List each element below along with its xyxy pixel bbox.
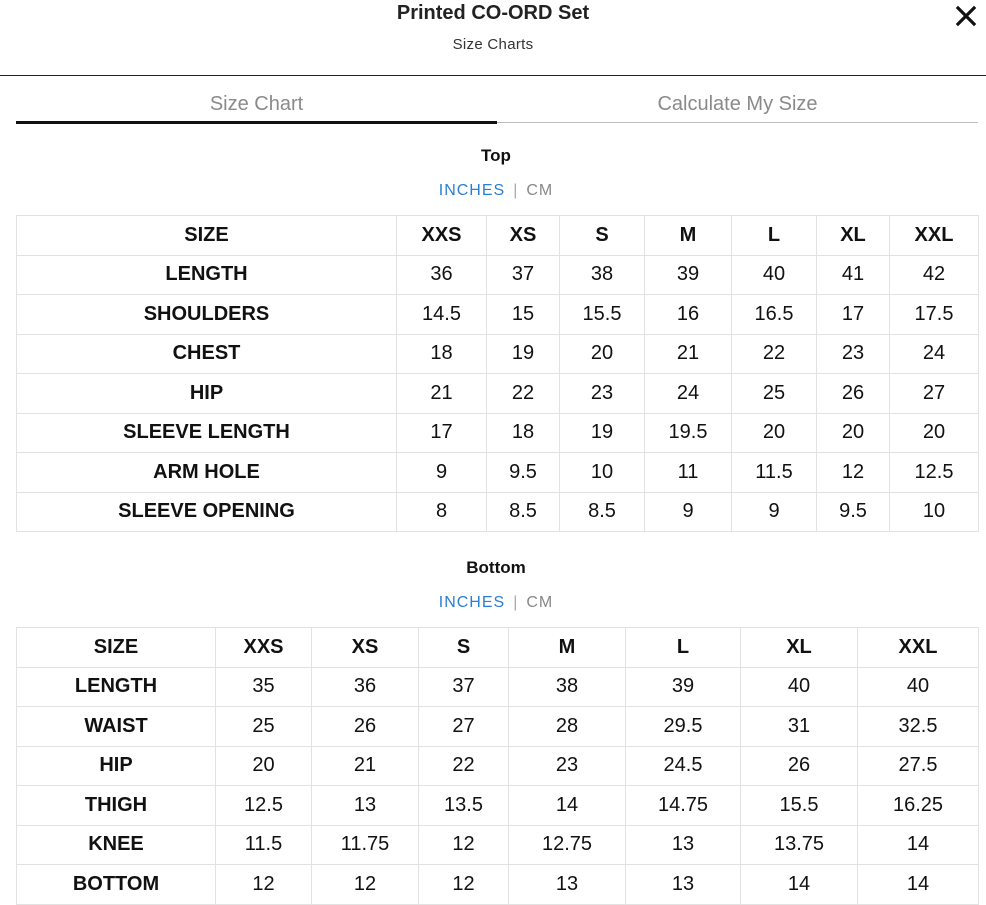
table-header-row: [17, 628, 979, 668]
measurement-value: 26: [817, 374, 890, 414]
measurement-value: 18: [487, 413, 560, 453]
measurement-label: KNEE: [17, 825, 216, 865]
measurement-value: 19: [560, 413, 645, 453]
measurement-value: 17: [817, 295, 890, 335]
measurement-value: 16.25: [858, 786, 979, 826]
measurement-value: 13: [509, 865, 626, 905]
measurement-value: 29.5: [626, 707, 741, 747]
measurement-value: 9: [645, 492, 732, 532]
table-row: [17, 334, 979, 374]
measurement-label: SLEEVE LENGTH: [17, 413, 397, 453]
measurement-value: 17: [397, 413, 487, 453]
measurement-value: 26: [312, 707, 419, 747]
size-column-header: L: [732, 216, 817, 256]
measurement-value: 40: [741, 667, 858, 707]
measurement-value: 20: [890, 413, 979, 453]
table-row: [17, 865, 979, 905]
measurement-value: 13.5: [419, 786, 509, 826]
bottom-unit-inches[interactable]: INCHES: [438, 594, 506, 611]
measurement-value: 8: [397, 492, 487, 532]
measurement-value: 42: [890, 255, 979, 295]
unit-divider: |: [513, 182, 519, 199]
measurement-value: 15.5: [741, 786, 858, 826]
table-row: [17, 667, 979, 707]
measurement-label: HIP: [17, 746, 216, 786]
size-tabs: [16, 84, 978, 124]
measurement-value: 24: [645, 374, 732, 414]
measurement-value: 23: [509, 746, 626, 786]
measurement-label: CHEST: [17, 334, 397, 374]
measurement-value: 27.5: [858, 746, 979, 786]
measurement-value: 23: [560, 374, 645, 414]
measurement-value: 39: [626, 667, 741, 707]
size-header-cell: SIZE: [17, 628, 216, 668]
size-column-header: S: [560, 216, 645, 256]
measurement-value: 12: [312, 865, 419, 905]
size-column-header: XXL: [890, 216, 979, 256]
measurement-label: BOTTOM: [17, 865, 216, 905]
close-icon[interactable]: [955, 5, 977, 27]
close-button[interactable]: [950, 0, 982, 32]
unit-divider: |: [513, 594, 519, 611]
size-column-header: XL: [817, 216, 890, 256]
size-column-header: XS: [312, 628, 419, 668]
table-row: [17, 255, 979, 295]
measurement-value: 14: [741, 865, 858, 905]
table-row: [17, 295, 979, 335]
measurement-value: 13: [626, 865, 741, 905]
measurement-value: 10: [560, 453, 645, 493]
measurement-value: 32.5: [858, 707, 979, 747]
measurement-label: LENGTH: [17, 255, 397, 295]
measurement-value: 12: [419, 825, 509, 865]
measurement-value: 24: [890, 334, 979, 374]
table-row: [17, 492, 979, 532]
size-column-header: S: [419, 628, 509, 668]
measurement-value: 35: [216, 667, 312, 707]
measurement-value: 14.5: [397, 295, 487, 335]
measurement-value: 10: [890, 492, 979, 532]
top-unit-toggle: [0, 182, 986, 200]
measurement-value: 16: [645, 295, 732, 335]
measurement-value: 13.75: [741, 825, 858, 865]
measurement-value: 22: [732, 334, 817, 374]
size-column-header: XXS: [216, 628, 312, 668]
measurement-value: 21: [645, 334, 732, 374]
bottom-unit-toggle: [0, 594, 986, 612]
table-row: [17, 453, 979, 493]
measurement-value: 25: [216, 707, 312, 747]
measurement-value: 9.5: [487, 453, 560, 493]
size-header-cell: SIZE: [17, 216, 397, 256]
modal-subtitle: Size Charts: [452, 36, 534, 53]
table-row: [17, 707, 979, 747]
measurement-label: SLEEVE OPENING: [17, 492, 397, 532]
table-row: [17, 374, 979, 414]
measurement-value: 16.5: [732, 295, 817, 335]
product-title: Printed CO-ORD Set: [396, 2, 590, 24]
measurement-value: 14: [858, 865, 979, 905]
measurement-value: 28: [509, 707, 626, 747]
measurement-value: 12: [216, 865, 312, 905]
top-unit-cm[interactable]: CM: [526, 182, 554, 199]
measurement-value: 20: [817, 413, 890, 453]
measurement-value: 19: [487, 334, 560, 374]
measurement-value: 12.5: [890, 453, 979, 493]
measurement-value: 37: [419, 667, 509, 707]
measurement-value: 15: [487, 295, 560, 335]
measurement-value: 12: [817, 453, 890, 493]
measurement-value: 8.5: [560, 492, 645, 532]
bottom-size-table: [16, 627, 979, 905]
measurement-value: 11.5: [732, 453, 817, 493]
measurement-value: 36: [397, 255, 487, 295]
measurement-value: 39: [645, 255, 732, 295]
measurement-value: 36: [312, 667, 419, 707]
measurement-value: 22: [419, 746, 509, 786]
measurement-value: 13: [626, 825, 741, 865]
modal-header: [0, 0, 986, 76]
top-size-table: [16, 215, 979, 532]
measurement-value: 20: [216, 746, 312, 786]
measurement-value: 9: [732, 492, 817, 532]
measurement-label: SHOULDERS: [17, 295, 397, 335]
measurement-value: 20: [732, 413, 817, 453]
measurement-label: HIP: [17, 374, 397, 414]
measurement-value: 11.5: [216, 825, 312, 865]
measurement-value: 17.5: [890, 295, 979, 335]
measurement-label: THIGH: [17, 786, 216, 826]
measurement-value: 24.5: [626, 746, 741, 786]
size-column-header: XS: [487, 216, 560, 256]
tab-size-chart[interactable]: Size Chart: [16, 84, 497, 124]
table-header-row: [17, 216, 979, 256]
measurement-value: 12: [419, 865, 509, 905]
measurement-label: ARM HOLE: [17, 453, 397, 493]
size-column-header: XXS: [397, 216, 487, 256]
measurement-value: 23: [817, 334, 890, 374]
table-row: [17, 746, 979, 786]
measurement-value: 9: [397, 453, 487, 493]
measurement-value: 12.75: [509, 825, 626, 865]
measurement-value: 14.75: [626, 786, 741, 826]
measurement-value: 20: [560, 334, 645, 374]
measurement-value: 11: [645, 453, 732, 493]
measurement-value: 14: [509, 786, 626, 826]
measurement-value: 38: [560, 255, 645, 295]
measurement-value: 12.5: [216, 786, 312, 826]
bottom-section-title: Bottom: [466, 558, 526, 577]
measurement-value: 22: [487, 374, 560, 414]
measurement-value: 13: [312, 786, 419, 826]
measurement-value: 25: [732, 374, 817, 414]
table-row: [17, 413, 979, 453]
measurement-value: 21: [312, 746, 419, 786]
measurement-value: 37: [487, 255, 560, 295]
measurement-label: WAIST: [17, 707, 216, 747]
measurement-value: 27: [890, 374, 979, 414]
measurement-value: 19.5: [645, 413, 732, 453]
size-column-header: M: [509, 628, 626, 668]
size-column-header: L: [626, 628, 741, 668]
measurement-value: 27: [419, 707, 509, 747]
measurement-value: 15.5: [560, 295, 645, 335]
measurement-value: 9.5: [817, 492, 890, 532]
size-column-header: XL: [741, 628, 858, 668]
measurement-value: 40: [858, 667, 979, 707]
top-section-title: Top: [481, 146, 511, 165]
measurement-value: 41: [817, 255, 890, 295]
table-row: [17, 825, 979, 865]
measurement-value: 18: [397, 334, 487, 374]
bottom-unit-cm[interactable]: CM: [526, 594, 554, 611]
size-column-header: XXL: [858, 628, 979, 668]
measurement-value: 26: [741, 746, 858, 786]
measurement-value: 21: [397, 374, 487, 414]
size-column-header: M: [645, 216, 732, 256]
measurement-value: 11.75: [312, 825, 419, 865]
tab-calculate-my-size[interactable]: Calculate My Size: [497, 84, 978, 123]
table-row: [17, 786, 979, 826]
measurement-value: 40: [732, 255, 817, 295]
measurement-value: 14: [858, 825, 979, 865]
measurement-value: 31: [741, 707, 858, 747]
top-unit-inches[interactable]: INCHES: [438, 182, 506, 199]
measurement-value: 8.5: [487, 492, 560, 532]
measurement-value: 38: [509, 667, 626, 707]
measurement-label: LENGTH: [17, 667, 216, 707]
